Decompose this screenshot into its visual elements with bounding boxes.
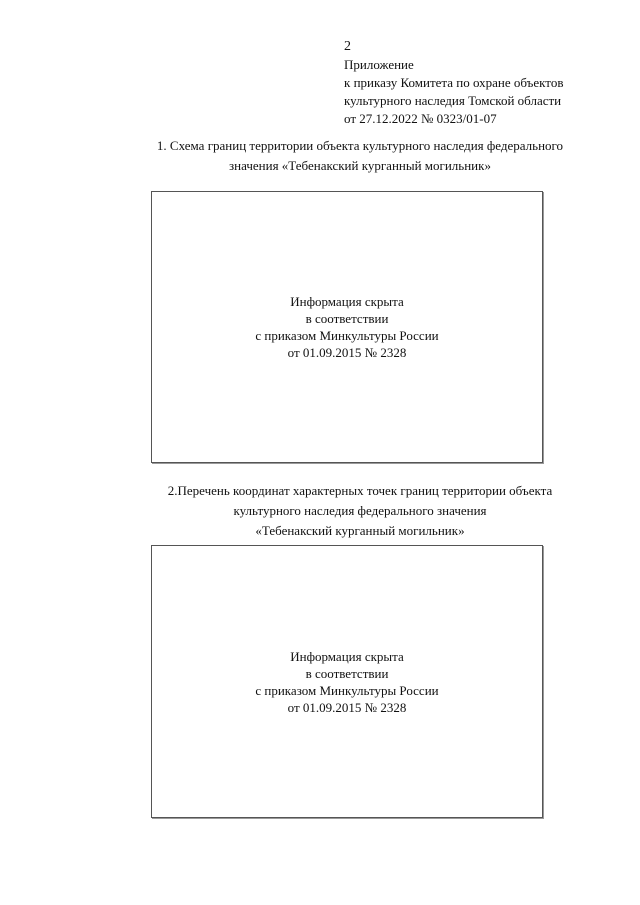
hidden-notice-line-2: в соответствии [305,311,389,326]
hidden-notice-line-2: в соответствии [305,665,389,681]
hidden-info-notice [255,648,438,716]
section1-title-line-1: 1. Схема границ территории объекта культурного наследия федерального [156,138,564,153]
section2-title-line-1: 2.Перечень координат характерных точек границ территории объекта [167,483,553,498]
appendix-label: Приложение [344,57,414,72]
boundary-scheme-box [151,191,543,463]
hidden-notice-line-4: от 01.09.2015 № 2328 [287,345,407,360]
section2-title-line-3: «Тебенакский курганный могильник» [255,523,465,538]
page-number: 2 [344,39,351,54]
hidden-notice-line-3: с приказом Минкультуры России [255,682,439,698]
section1-title [110,136,610,176]
document-header [344,38,563,128]
order-reference-line-1: к приказу Комитета по охране объектов [344,75,564,90]
hidden-info-notice [255,293,438,361]
order-reference-line-2: культурного наследия Томской области [344,93,562,108]
coordinates-list-box [151,545,543,818]
hidden-notice-line-3: с приказом Минкультуры России [255,328,439,343]
section1-title-line-2: значения «Тебенакский курганный могильник» [229,158,491,173]
hidden-notice-line-4: от 01.09.2015 № 2328 [287,699,407,715]
section2-title [110,481,610,541]
order-date-number: от 27.12.2022 № 0323/01-07 [344,111,497,126]
hidden-notice-line-1: Информация скрыта [290,648,404,664]
section2-title-line-2: культурного наследия федерального значения [233,503,487,518]
hidden-notice-line-1: Информация скрыта [290,294,404,309]
